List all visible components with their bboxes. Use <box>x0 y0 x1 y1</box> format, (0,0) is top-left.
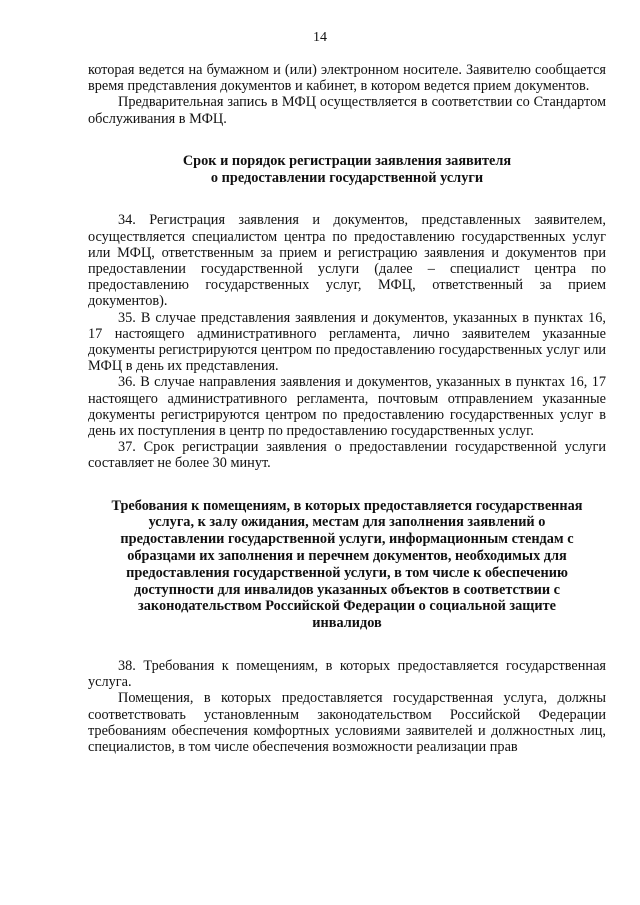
page-number: 14 <box>313 30 327 45</box>
section-2-title-line-8: инвалидов <box>312 615 382 632</box>
section-2-title-line-2: услуга, к залу ожидания, местам для заполнения заявлений о <box>148 514 546 531</box>
intro-paragraph-2: Предварительная запись в МФЦ осуществляется в соответствии со Стандартом обслуживания в МФЦ. <box>88 94 606 127</box>
section-2-title-line-3: предоставлении государственной услуги, информационным стендам с <box>120 531 574 548</box>
section-2-title <box>88 498 606 632</box>
section-1-title-line-2: о предоставлении государственной услуги <box>210 169 484 186</box>
intro-paragraph-1: которая ведется на бумажном и (или) электронном носителе. Заявителю сообщается время представления документов и кабинет, в котором ведется прием документов. <box>88 62 606 95</box>
section-2-title-line-1: Требования к помещениям, в которых предоставляется государственная <box>111 497 583 514</box>
section-2-title-line-6: доступности для инвалидов указанных объектов в соответствии с <box>134 581 560 598</box>
section-2-title-line-5: предоставления государственной услуги, в том числе к обеспечению <box>126 564 568 581</box>
paragraph-38-continuation: Помещения, в которых предоставляется государственная услуга, должны соответствовать установленным законодательством Российской Федерации требованиям обеспечения комфортных условиями заявителей и должностных лиц, специалистов, в том числе обеспечения возможности реализации прав <box>88 690 606 756</box>
paragraph-37: 37. Срок регистрации заявления о предоставлении государственной услуги составляет не более 30 минут. <box>88 439 606 472</box>
paragraph-34: 34. Регистрация заявления и документов, представленных заявителем, осуществляется специалистом центра по предоставлению государственных услуг или МФЦ, ответственным за прием и регистрацию заявления и документов при предоставлении государственной услуги (далее – специалист центра по предоставлению государственных услуг, МФЦ, ответственный за прием документов). <box>88 212 606 310</box>
section-2-title-line-7: законодательством Российской Федерации о социальной защите <box>138 598 556 615</box>
paragraph-38: 38. Требования к помещениям, в которых предоставляется государственная услуга. <box>88 658 606 691</box>
paragraph-35: 35. В случае представления заявления и документов, указанных в пунктах 16, 17 настоящего административного регламента, лично заявителем указанные документы регистрируются центром по предоставлению государственных услуг или МФЦ в день их представления. <box>88 309 606 375</box>
paragraph-36: 36. В случае направления заявления и документов, указанных в пунктах 16, 17 настоящего административного регламента, почтовым отправлением указанные документы регистрируются центром по предоставлению государственных услуг в день их поступления в центр по предоставлению государственных услуг. <box>88 374 606 440</box>
section-2-title-line-4: образцами их заполнения и перечнем документов, необходимых для <box>127 548 567 565</box>
section-1-title <box>88 153 606 187</box>
section-1-title-line-1: Срок и порядок регистрации заявления заявителя <box>182 152 512 169</box>
page-content <box>88 62 606 755</box>
